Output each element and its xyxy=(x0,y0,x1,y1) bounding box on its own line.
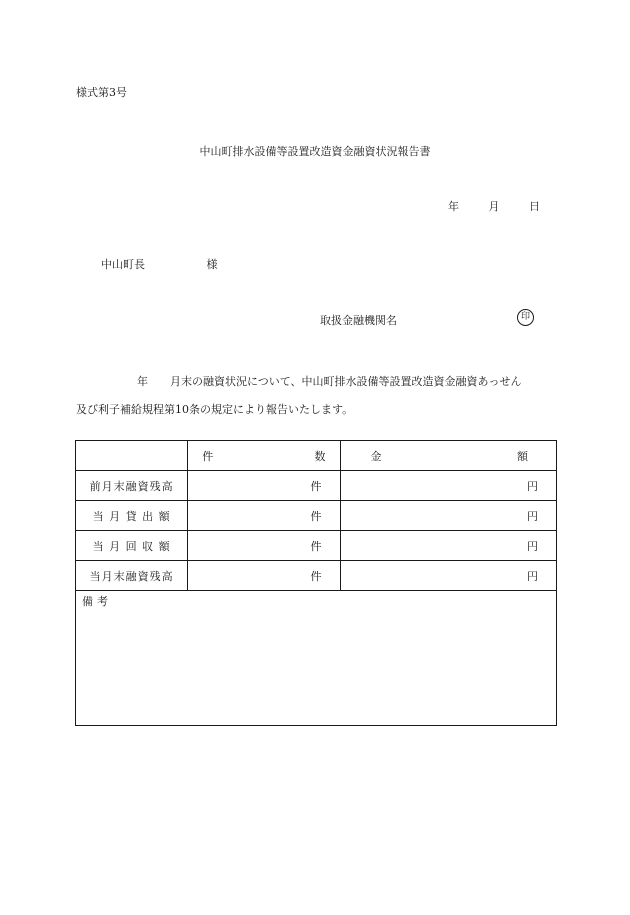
count-cell: 件 xyxy=(188,531,340,561)
body-text-line-2: 及び利子補給規程第10条の規定により報告いたします。 xyxy=(76,403,354,416)
financing-status-table xyxy=(75,440,557,726)
count-cell: 件 xyxy=(188,561,340,591)
row-label: 当 月 貸 出 額 xyxy=(76,501,188,531)
recipient-name: 中山町長 xyxy=(101,258,145,271)
table-row xyxy=(76,471,557,501)
header-count xyxy=(188,441,340,471)
date-line xyxy=(448,198,540,214)
seal-icon: 印 xyxy=(517,309,534,326)
remarks-label: 備考 xyxy=(82,595,112,608)
amount-cell: 円 xyxy=(340,501,556,531)
recipient-honorific: 様 xyxy=(206,258,218,271)
header-count-left: 件 xyxy=(202,450,214,463)
institution-label: 取扱金融機関名 xyxy=(320,314,397,327)
count-cell: 件 xyxy=(188,471,340,501)
date-month: 月 xyxy=(488,200,500,213)
header-amount-left: 金 xyxy=(370,450,382,463)
remarks-cell xyxy=(76,591,557,726)
remarks-row xyxy=(76,591,557,726)
form-number: 様式第3号 xyxy=(76,86,127,99)
amount-cell: 円 xyxy=(340,531,556,561)
header-blank-cell xyxy=(76,441,188,471)
table-row xyxy=(76,501,557,531)
document-title: 中山町排水設備等設置改造資金融資状況報告書 xyxy=(199,145,431,158)
count-cell: 件 xyxy=(188,501,340,531)
body-text-line-1: 年 月末の融資状況について、中山町排水設備等設置改造資金融資あっせん xyxy=(137,375,522,388)
row-label: 当 月 回 収 額 xyxy=(76,531,188,561)
header-amount xyxy=(340,441,556,471)
header-amount-right: 額 xyxy=(517,450,528,463)
header-count-right: 数 xyxy=(314,450,326,463)
row-label: 前月末融資残高 xyxy=(76,471,188,501)
date-day: 日 xyxy=(529,200,540,213)
row-label: 当月末融資残高 xyxy=(76,561,188,591)
date-year: 年 xyxy=(448,200,459,213)
recipient-line xyxy=(101,256,218,272)
amount-cell: 円 xyxy=(340,561,556,591)
table-row xyxy=(76,531,557,561)
table-header-row xyxy=(76,441,557,471)
amount-cell: 円 xyxy=(340,471,556,501)
table-row xyxy=(76,561,557,591)
